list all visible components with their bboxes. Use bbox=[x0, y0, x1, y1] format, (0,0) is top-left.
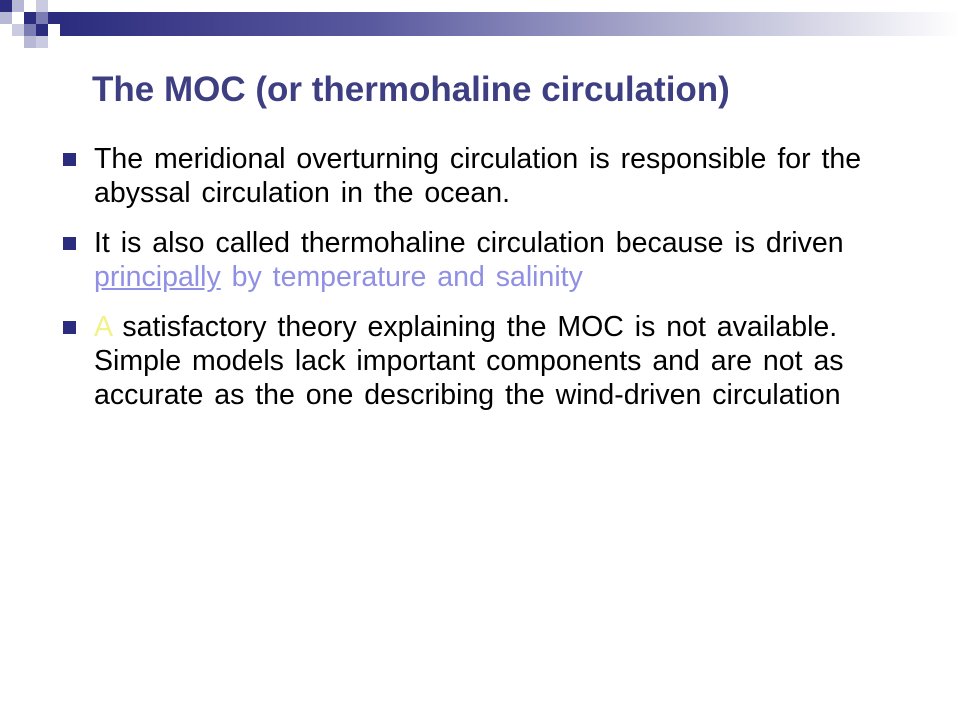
bullet-text: satisfactory theory explaining the MOC is not available. Simple models lack important components and are not as accurate as the one describing the wind-driven circulation bbox=[94, 311, 844, 411]
deco-square bbox=[24, 24, 36, 36]
bullet-item bbox=[60, 142, 920, 210]
deco-square bbox=[0, 12, 12, 24]
deco-square bbox=[0, 0, 12, 12]
deco-square bbox=[12, 0, 24, 12]
principally-link[interactable]: principally bbox=[94, 261, 221, 293]
header-decoration bbox=[0, 0, 960, 60]
bullet-item bbox=[60, 226, 920, 294]
square-bullet-icon bbox=[63, 237, 76, 250]
header-gradient-bar bbox=[60, 12, 960, 36]
square-bullet-icon bbox=[63, 153, 76, 166]
bullet-text: The meridional overturning circulation is responsible for the abyssal circulation in the ocean. bbox=[94, 143, 862, 209]
deco-square bbox=[36, 12, 48, 24]
deco-square bbox=[24, 36, 36, 48]
deco-square bbox=[48, 12, 60, 24]
bullet-list bbox=[60, 142, 920, 428]
square-bullet-icon bbox=[63, 321, 76, 334]
deco-square bbox=[36, 0, 48, 12]
bullet-lead-letter: A bbox=[94, 311, 112, 343]
deco-square bbox=[24, 12, 36, 24]
bullet-text: It is also called thermohaline circulation because is driven bbox=[94, 227, 844, 259]
deco-square bbox=[36, 24, 48, 36]
slide-title: The MOC (or thermohaline circulation) bbox=[92, 70, 730, 109]
bullet-highlight-text: by temperature and salinity bbox=[220, 261, 583, 293]
deco-square bbox=[12, 24, 24, 36]
deco-square bbox=[36, 36, 48, 48]
bullet-item bbox=[60, 310, 920, 412]
